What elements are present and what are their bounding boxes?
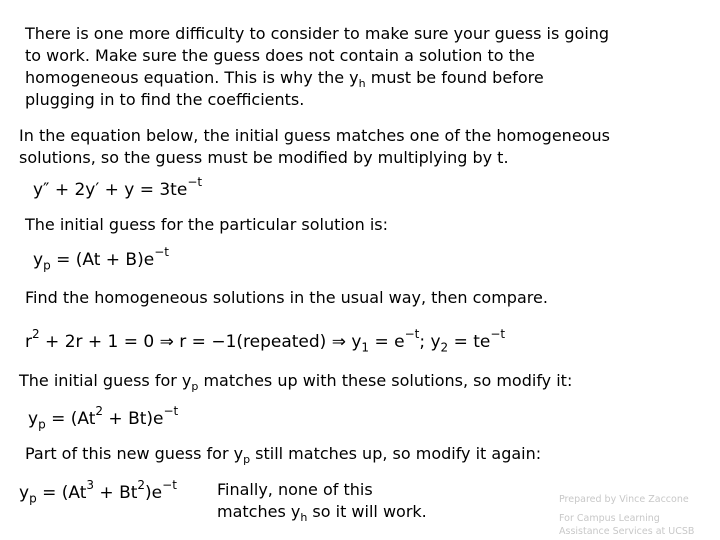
eq4-a: = (At xyxy=(45,409,96,429)
equation-modified-guess xyxy=(28,404,179,432)
eq5-b: + Bt xyxy=(94,483,138,503)
paragraph2-line-1: In the equation below, the initial guess matches one of the homogeneous xyxy=(19,126,610,145)
credit-line-3: Assistance Services at UCSB xyxy=(559,526,695,537)
intro-line-2: to work. Make sure the guess does not contain a solution to the xyxy=(25,46,535,65)
eq2-exp: −t xyxy=(154,245,169,260)
modify-text xyxy=(19,370,572,392)
modify-text-b: matches up with these solutions, so modify it: xyxy=(198,371,573,390)
modify-again-text xyxy=(25,443,541,465)
initial-guess-text: The initial guess for the particular solution is: xyxy=(25,215,388,234)
eq3-r: r xyxy=(25,332,32,352)
eq5-c: )e xyxy=(145,483,163,503)
intro-line-4: plugging in to find the coefficients. xyxy=(25,90,305,109)
equation-differential-exp: −t xyxy=(187,175,203,190)
modify-again-sub: p xyxy=(243,453,251,467)
eq3-mid: + 2r + 1 = 0 ⇒ r = −1(repeated) ⇒ y xyxy=(39,332,362,352)
credit-line-1: Prepared by Vince Zaccone xyxy=(559,494,689,505)
modify-again-b: still matches up, so modify it again: xyxy=(250,444,542,463)
eq3-exp1: −t xyxy=(404,327,420,342)
eq5-three: 3 xyxy=(86,478,95,493)
eq3-eq2: = te xyxy=(448,332,491,352)
equation-differential-body: y″ + 2y′ + y = 3te xyxy=(33,180,188,200)
eq3-eq: = e xyxy=(369,332,405,352)
eq4-b: + Bt)e xyxy=(103,409,164,429)
eq4-p: p xyxy=(38,417,46,432)
modify-text-a: The initial guess for y xyxy=(19,371,192,390)
final-text-b: so it will work. xyxy=(307,502,427,521)
equation-final-guess xyxy=(19,478,177,506)
final-text-line-1: Finally, none of this xyxy=(217,480,373,499)
eq2-y: y xyxy=(33,250,44,270)
eq4-exp: −t xyxy=(163,404,179,419)
equation-initial-guess xyxy=(33,245,169,273)
eq5-two: 2 xyxy=(137,478,146,493)
eq4-y: y xyxy=(28,409,39,429)
final-text-a: matches y xyxy=(217,502,301,521)
eq3-exp2: −t xyxy=(490,327,506,342)
homogeneous-text: Find the homogeneous solutions in the usual way, then compare. xyxy=(25,288,548,307)
eq5-p: p xyxy=(29,491,37,506)
eq2-p: p xyxy=(43,258,51,273)
eq4-two: 2 xyxy=(95,404,104,419)
modify-again-a: Part of this new guess for y xyxy=(25,444,244,463)
eq3-semi: ; y xyxy=(419,332,441,352)
eq3-y1-sub: 1 xyxy=(361,340,370,355)
intro-line-1: There is one more difficulty to consider to make sure your guess is going xyxy=(25,24,610,43)
credit-line-2: For Campus Learning xyxy=(559,513,660,524)
eq3-y2-sub: 2 xyxy=(440,340,449,355)
modify-text-sub: p xyxy=(191,380,199,394)
eq5-exp: −t xyxy=(162,478,177,493)
equation-homogeneous xyxy=(25,327,506,355)
eq3-r-exp: 2 xyxy=(32,327,40,342)
intro-line-3-start: homogeneous equation. This is why the y xyxy=(25,68,359,87)
eq2-rhs: = (At + B)e xyxy=(50,250,155,270)
final-text-line-2 xyxy=(217,501,427,523)
equation-differential xyxy=(33,175,203,200)
final-text-sub: h xyxy=(300,511,308,525)
eq5-y: y xyxy=(19,483,30,503)
intro-yh-subscript: h xyxy=(358,77,366,91)
eq5-a: = (At xyxy=(36,483,87,503)
intro-line-3-end: must be found before xyxy=(365,68,544,87)
paragraph2-line-2: solutions, so the guess must be modified by multiplying by t. xyxy=(19,148,509,167)
intro-line-3 xyxy=(25,67,544,89)
